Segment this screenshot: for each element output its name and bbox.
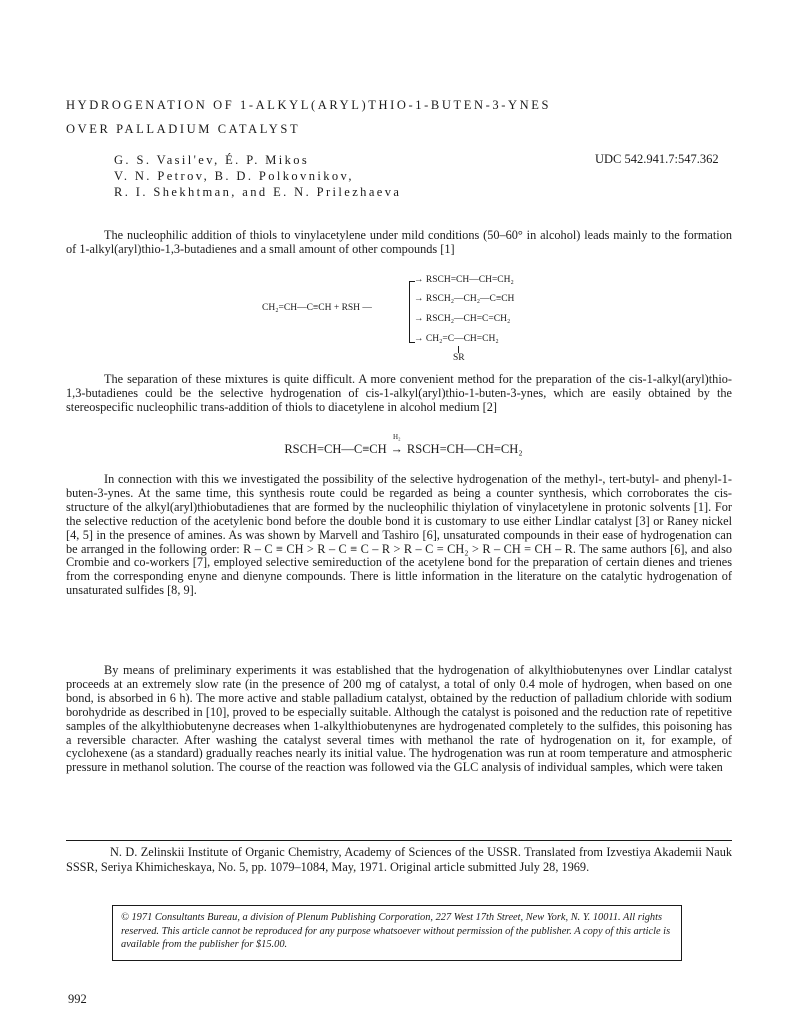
page-number: 992 — [68, 992, 87, 1006]
paragraph-separation: The separation of these mixtures is quite difficult. A more convenient method for the preparation of the cis-1-alkyl(aryl)thio-1,3-butadienes could be the selective hydrogenation of cis-1-alkyl(aryl)thio-1-buten-3-ynes, which are easily obtained by the stereospecific nucleophilic trans-addition of thiols to diacetylene in alcohol medium [2] — [66, 372, 732, 414]
scheme1-reactants: CH₂=CH—C≡CH + RSH — — [262, 303, 372, 313]
scheme1-bracket — [409, 281, 410, 343]
scheme2-arrow-group — [390, 433, 404, 457]
reaction-scheme-2 — [0, 433, 807, 457]
arrow-icon: → — [390, 442, 404, 456]
arrow-icon: → — [414, 275, 424, 285]
scheme1-product-3: → RSCH₂—CH=C=CH₂ — [414, 314, 511, 324]
scheme1-substituent-bond — [458, 346, 459, 353]
paragraph-experiments: By means of preliminary experiments it was established that the hydrogenation of alkylthiobutenynes over Lindlar catalyst proceeds at an extremely slow rate (in the presence of 200 mg of catalyst, a total of only 0.4 mole of hydrogen, when based on one bond, is absorbed in 6 h). The more active and stable palladium catalyst, obtained by the reduction of palladium chloride with sodium borohydride as described in [10], proved to be especially suitable. Although the catalyst is poisoned and the reduction rate of repetitive samples of the alkylthiobutenyne decreases when 1-alkylthiobutenynes are hydrogenated completely to the sulfides, this poisoning has a reversible character. After washing the catalyst several times with methanol the rate of hydrogenation on it, for example, of cyclohexene (as a standard) gradually reaches nearly its initial value. The hydrogenation was run at room temperature and atmospheric pressure in methanol solution. The course of the reaction was followed via the GLC analysis of individual samples, which were taken — [66, 663, 732, 775]
author-line-1: G. S. Vasil'ev, É. P. Mikos — [114, 153, 310, 167]
scheme2-right: RSCH=CH—CH=CH₂ — [406, 442, 523, 456]
udc-code: UDC 542.941.7:547.362 — [595, 152, 719, 166]
footnote-affiliation: N. D. Zelinskii Institute of Organic Chemistry, Academy of Sciences of the USSR. Translated from Izvestiya Akademii Nauk SSSR, Seriya Khimicheskaya, No. 5, pp. 1079–1084, May, 1971. Original article submitted July 28, 1969. — [66, 845, 732, 874]
scheme1-product-1: → RSCH=CH—CH=CH₂ — [414, 275, 514, 285]
arrow-icon: → — [414, 294, 424, 304]
arrow-icon: → — [414, 334, 424, 344]
author-line-3: R. I. Shekhtman, and E. N. Prilezhaeva — [114, 185, 402, 199]
footnote-divider — [66, 840, 732, 841]
scheme1-substituent: SR — [453, 353, 465, 363]
article-title-line-2: OVER PALLADIUM CATALYST — [66, 122, 301, 136]
scheme1-product-4: → CH₂=C—CH=CH₂ — [414, 334, 499, 344]
paragraph-intro: The nucleophilic addition of thiols to vinylacetylene under mild conditions (50–60° in alcohol) leads mainly to the formation of 1-alkyl(aryl)thio-1,3-butadienes and a small amount of other compounds [1] — [66, 228, 732, 256]
scheme1-product-2: → RSCH₂—CH₂—C≡CH — [414, 294, 515, 304]
arrow-icon: → — [414, 314, 424, 324]
author-line-2: V. N. Petrov, B. D. Polkovnikov, — [114, 169, 354, 183]
scheme2-left: RSCH=CH—C≡CH — [284, 442, 387, 456]
copyright-box — [112, 905, 682, 961]
copyright-notice: © 1971 Consultants Bureau, a division of Plenum Publishing Corporation, 227 West 17th Street, New York, N. Y. 10011. All rights reserved. This article cannot be reproduced for any purpose whatsoever without permission of the publisher. A copy of this article is available from the publisher for $15.00. — [121, 912, 671, 950]
scheme2-catalyst: H₂ — [393, 433, 401, 441]
article-title-line-1: HYDROGENATION OF 1-ALKYL(ARYL)THIO-1-BUTEN-3-YNES — [66, 98, 551, 112]
paragraph-investigation: In connection with this we investigated the possibility of the selective hydrogenation of the methyl-, tert-butyl- and phenyl-1-buten-3-ynes. At the same time, this synthesis route could be regarded as being a counter synthesis, which corroborates the cis-structure of the alkyl(aryl)thiobutadienes that are formed by the nucleophilic thiylation of vinylacetylene in protonic solvents [1]. For the selective reduction of the acetylenic bond before the double bond it is customary to use either Lindlar catalyst [3] or Raney nickel [4, 5] in the presence of amines. As was shown by Marvell and Tashiro [6], unsaturated compounds in their ease of hydrogenation can be arranged in the following order: R – C ≡ CH > R – C ≡ C – R > R – C = CH₂ > R – CH = CH – R. The same authors [6], and also Crombie and co-workers [7], employed selective semireduction of the acetylene bond for the preparation of certain dienes and trienes from the corresponding enyne and dienyne compounds. There is little information in the literature on the catalytic hydrogenation of unsaturated sulfides [8, 9]. — [66, 472, 732, 598]
